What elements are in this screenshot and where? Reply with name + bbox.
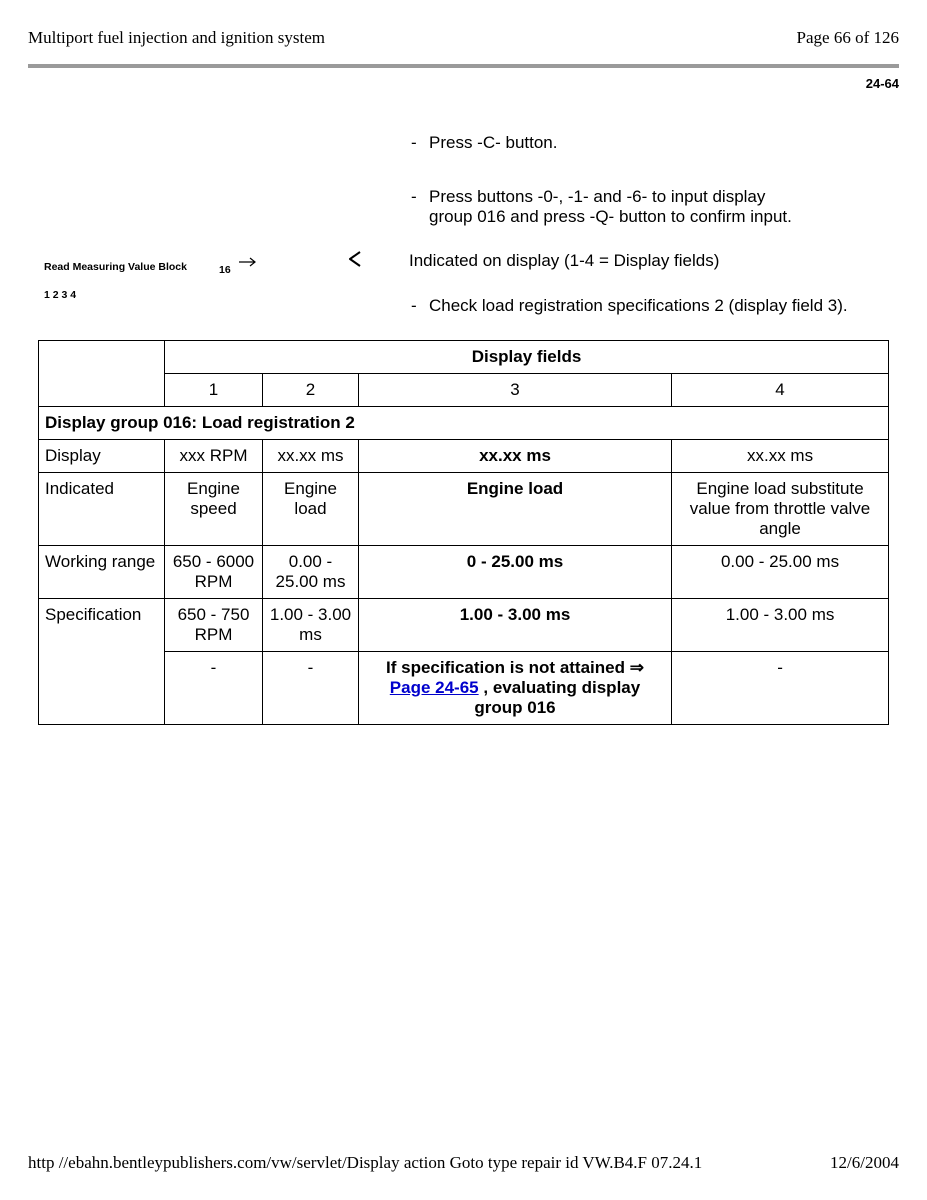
table-cell: Engine load substitute value from throttle valve angle <box>672 473 889 546</box>
row-label: Indicated <box>39 473 165 546</box>
column-number-row <box>39 374 889 407</box>
table-row <box>39 473 889 546</box>
footer-url: http //ebahn.bentleypublishers.com/vw/servlet/Display action Goto type repair id VW.B4.F 07.24.1 <box>28 1153 703 1172</box>
table-row <box>39 440 889 473</box>
indicated-on-display: Indicated on display (1-4 = Display fields) <box>409 251 720 270</box>
column-header-2: 2 <box>263 374 359 407</box>
table-cell: 0 - 25.00 ms <box>359 546 672 599</box>
table-corner-cell <box>39 341 165 407</box>
bullet-dash: - <box>411 296 417 315</box>
table-cell: Engine speed <box>165 473 263 546</box>
table-cell: 650 - 750 RPM <box>165 599 263 652</box>
instruction-text: Press -C- button. <box>429 133 558 152</box>
instruction-text: Press buttons -0-, -1- and -6- to input display <box>429 187 766 206</box>
table-cell: Engine load <box>263 473 359 546</box>
table-cell: - <box>672 652 889 725</box>
display-fields-header: Display fields <box>165 341 889 374</box>
row-label: Specification <box>39 599 165 725</box>
table-row <box>39 652 889 725</box>
table-cell: - <box>263 652 359 725</box>
bullet-dash: - <box>411 187 417 206</box>
table-cell: Engine load <box>359 473 672 546</box>
row-label: Display <box>39 440 165 473</box>
table-cell: xx.xx ms <box>672 440 889 473</box>
group-title-row <box>39 407 889 440</box>
page-code: 24-64 <box>865 76 899 91</box>
right-arrow-icon <box>238 255 258 273</box>
table-cell <box>359 652 672 725</box>
bullet-dash: - <box>411 133 417 152</box>
column-header-3: 3 <box>359 374 672 407</box>
instruction-step-2 <box>411 187 792 227</box>
group-title: Display group 016: Load registration 2 <box>39 407 889 440</box>
page-number: Page 66 of 126 <box>796 28 899 47</box>
table-cell: xxx RPM <box>165 440 263 473</box>
table-header-row <box>39 341 889 374</box>
pointer-arrow-icon <box>346 250 364 273</box>
instruction-step-1 <box>411 133 558 153</box>
footer-date: 12/6/2004 <box>830 1153 899 1172</box>
display-label: Read Measuring Value Block <box>44 261 187 273</box>
table-row <box>39 546 889 599</box>
row-label: Working range <box>39 546 165 599</box>
instruction-text: group 016 and press -Q- button to confirm input. <box>429 207 792 226</box>
table-cell: xx.xx ms <box>359 440 672 473</box>
page-24-65-link[interactable]: Page 24-65 <box>389 678 479 697</box>
instruction-text: Check load registration specifications 2 (display field 3). <box>429 296 848 315</box>
header-divider <box>28 64 899 68</box>
display-fields-label: 1 2 3 4 <box>44 289 77 301</box>
specification-note: If specification is not attained ⇒ <box>386 658 644 677</box>
page-header-title: Multiport fuel injection and ignition system <box>28 28 325 47</box>
table-cell: 1.00 - 3.00 ms <box>263 599 359 652</box>
table-cell: 1.00 - 3.00 ms <box>359 599 672 652</box>
table-cell: - <box>165 652 263 725</box>
display-fields-table <box>38 340 889 725</box>
table-row <box>39 599 889 652</box>
instruction-step-3 <box>411 296 848 316</box>
table-cell: 0.00 - 25.00 ms <box>672 546 889 599</box>
table-cell: 0.00 - 25.00 ms <box>263 546 359 599</box>
page-footer <box>28 1153 899 1173</box>
table-cell: 1.00 - 3.00 ms <box>672 599 889 652</box>
display-group-number: 16 <box>219 264 231 276</box>
column-header-1: 1 <box>165 374 263 407</box>
specification-note-rest: , evaluating display group 016 <box>474 678 641 717</box>
column-header-4: 4 <box>672 374 889 407</box>
table-cell: 650 - 6000 RPM <box>165 546 263 599</box>
table-cell: xx.xx ms <box>263 440 359 473</box>
